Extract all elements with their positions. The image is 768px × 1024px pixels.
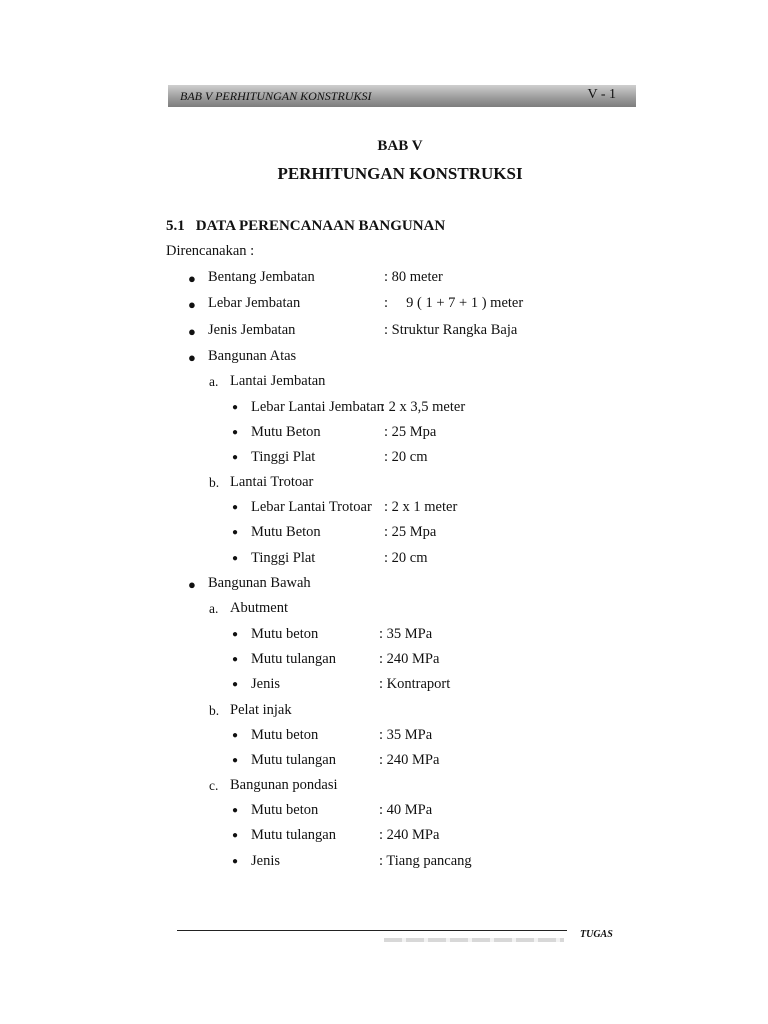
item-value: : 9 ( 1 + 7 + 1 ) meter <box>384 295 524 311</box>
footer-faint-text <box>384 938 564 942</box>
small-bullet-icon: ● <box>232 679 239 690</box>
detail-label: Mutu tulangan <box>251 651 336 667</box>
running-header <box>168 85 636 107</box>
detail-value: : 240 MPa <box>379 651 440 667</box>
section-number: 5.1 <box>166 218 185 234</box>
small-bullet-icon: ● <box>232 856 239 867</box>
section-title: DATA PERENCANAAN BANGUNAN <box>195 218 446 234</box>
intro-text: Direncanakan : <box>166 243 255 259</box>
detail-label: Mutu tulangan <box>251 752 336 768</box>
sub-heading: Abutment <box>230 600 288 616</box>
sub-heading: Pelat injak <box>230 702 292 718</box>
detail-label: Tinggi Plat <box>251 550 316 566</box>
sub-heading: Lantai Jembatan <box>230 373 326 389</box>
sub-letter: b. <box>209 703 220 718</box>
bullet-icon: ● <box>188 350 196 365</box>
detail-value: : 240 MPa <box>379 752 440 768</box>
detail-label: Lebar Lantai Jembatan <box>251 399 384 415</box>
bullet-icon: ● <box>188 324 196 339</box>
bullet-icon: ● <box>188 577 196 592</box>
item-label: Bangunan Bawah <box>208 575 311 591</box>
item-value: : Struktur Rangka Baja <box>384 322 518 338</box>
sub-letter: a. <box>209 601 219 616</box>
small-bullet-icon: ● <box>232 755 239 766</box>
detail-value: : 20 cm <box>384 449 428 465</box>
small-bullet-icon: ● <box>232 553 239 564</box>
detail-value: : 35 MPa <box>379 626 433 642</box>
item-value: : 80 meter <box>384 269 443 285</box>
sub-letter: a. <box>209 374 219 389</box>
detail-label: Mutu Beton <box>251 524 321 540</box>
detail-value: : 25 Mpa <box>384 524 437 540</box>
detail-value: : Tiang pancang <box>379 853 472 869</box>
detail-value: : 25 Mpa <box>384 424 437 440</box>
small-bullet-icon: ● <box>232 830 239 841</box>
detail-value: : 2 x 1 meter <box>384 499 458 515</box>
header-chapter-title: BAB V PERHITUNGAN KONSTRUKSI <box>180 89 372 103</box>
small-bullet-icon: ● <box>232 527 239 538</box>
sub-heading: Bangunan pondasi <box>230 777 338 793</box>
footer-rule <box>177 930 567 931</box>
detail-label: Mutu tulangan <box>251 827 336 843</box>
detail-label: Mutu beton <box>251 626 319 642</box>
item-label: Jenis Jembatan <box>208 322 296 338</box>
small-bullet-icon: ● <box>232 805 239 816</box>
detail-label: Mutu Beton <box>251 424 321 440</box>
footer-label: TUGAS <box>580 929 613 940</box>
detail-value: : 40 MPa <box>379 802 433 818</box>
sub-letter: b. <box>209 475 220 490</box>
detail-value: : 35 MPa <box>379 727 433 743</box>
small-bullet-icon: ● <box>232 452 239 463</box>
detail-label: Jenis <box>251 853 280 869</box>
section-heading <box>166 218 445 235</box>
detail-value: : 20 cm <box>384 550 428 566</box>
detail-label: Jenis <box>251 676 280 692</box>
detail-label: Mutu beton <box>251 802 319 818</box>
small-bullet-icon: ● <box>232 427 239 438</box>
item-label: Lebar Jembatan <box>208 295 301 311</box>
bullet-icon: ● <box>188 297 196 312</box>
small-bullet-icon: ● <box>232 629 239 640</box>
small-bullet-icon: ● <box>232 730 239 741</box>
detail-value: : Kontraport <box>379 676 451 692</box>
sub-heading: Lantai Trotoar <box>230 474 314 490</box>
detail-label: Mutu beton <box>251 727 319 743</box>
bullet-icon: ● <box>188 271 196 286</box>
item-label: Bentang Jembatan <box>208 269 315 285</box>
sub-letter: c. <box>209 778 219 793</box>
detail-label: Lebar Lantai Trotoar <box>251 499 372 515</box>
detail-label: Tinggi Plat <box>251 449 316 465</box>
detail-value: : 2 x 3,5 meter <box>381 399 466 415</box>
small-bullet-icon: ● <box>232 654 239 665</box>
chapter-number: BAB V <box>377 138 423 154</box>
small-bullet-icon: ● <box>232 402 239 413</box>
item-label: Bangunan Atas <box>208 348 297 364</box>
detail-value: : 240 MPa <box>379 827 440 843</box>
chapter-title: PERHITUNGAN KONSTRUKSI <box>277 164 523 183</box>
small-bullet-icon: ● <box>232 502 239 513</box>
header-page-number: V - 1 <box>587 87 616 102</box>
